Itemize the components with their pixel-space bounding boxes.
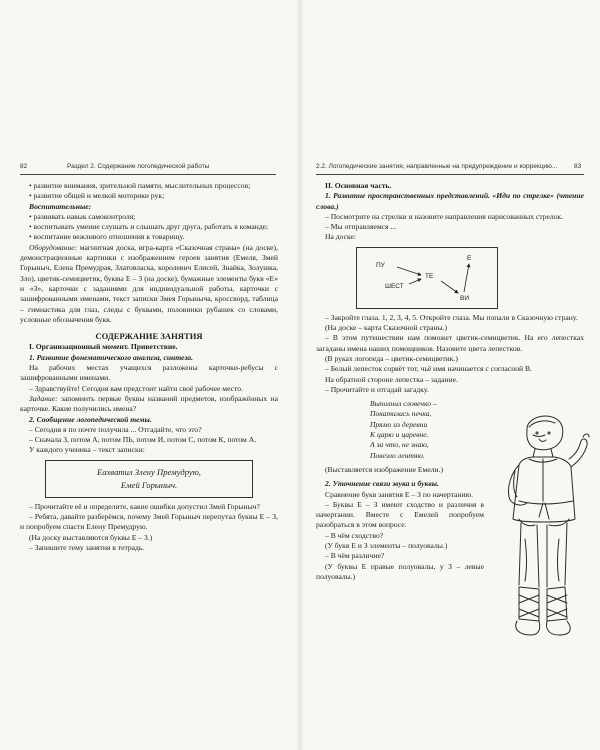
paragraph: – Здравствуйте! Сегодня вам предстоит найти своё рабочее место.: [29, 383, 243, 393]
part-heading: II. Основная часть.: [325, 181, 392, 190]
section-title: СОДЕРЖАНИЕ ЗАНЯТИЯ: [95, 331, 203, 342]
book-gutter: [296, 0, 304, 750]
paragraph-task: [20, 394, 278, 415]
note-line: Емей Горыныч.: [120, 479, 178, 490]
paragraph: (Выставляется изображение Емели.): [325, 464, 444, 474]
note-line: Еахватил Злену Премудрую,: [97, 466, 201, 477]
arrow-pu-te: [397, 267, 421, 275]
diagram-word: ВИ: [460, 294, 470, 302]
left-text-column: [20, 181, 278, 553]
subheading: 1. Развитие фонематического анализа, синтеза.: [29, 352, 193, 362]
task-label: Задание:: [29, 393, 58, 403]
paragraph: Сравнение букв занятия Е – З по начертанию.: [325, 489, 474, 499]
diagram-word: ШЕСТ: [385, 282, 404, 290]
poem-line: Повезло лентяю.: [370, 450, 425, 460]
arrow-te-vi: [441, 281, 458, 293]
list-item: • воспитывать умение слушать и слышать друг друга, работать в команде;: [29, 222, 269, 232]
task-text: запомнить первые буквы названий предметов, изображённых на карточке. Какие получились имена?: [20, 393, 278, 414]
arrow-diagram: [356, 247, 498, 309]
list-item: • развивать навык самоконтроля;: [29, 211, 136, 221]
equipment-label: Оборудование:: [29, 242, 78, 252]
paragraph: – Белый лепесток сорвёт тот, чьё имя начинается с согласной В.: [325, 364, 532, 374]
paragraph: – Мы отправляемся ...: [325, 222, 397, 232]
note-box: [45, 460, 253, 498]
subheading-vospit: Воспитательные:: [29, 201, 92, 211]
arrow-vi-e: [464, 264, 469, 292]
paragraph: – Буквы Е – З имеют сходство и различия в начертании. Вместе с Емелей попробуем разобраться в этом вопросе.: [316, 499, 484, 530]
paragraph-equipment: [20, 243, 278, 325]
diagram-word: Е: [467, 254, 472, 262]
paragraph: – Прочитайте и отгадай загадку.: [325, 384, 429, 394]
paragraph: – Ребята, давайте разберёмся, почему Змей Горыныч перепутал буквы Е – З, и попробуем спасти Елену Премудрую.: [20, 512, 278, 532]
poem-line: Выполнил словечко –: [370, 399, 437, 409]
paragraph: На доске:: [325, 232, 356, 242]
diagram-word: ПУ: [376, 261, 385, 269]
poem-line: Прямо из деревни: [370, 419, 428, 429]
subheading: 2. Сообщение логопедической темы.: [29, 414, 152, 424]
subheading: 2. Уточнение связи звука и буквы.: [325, 479, 439, 489]
paragraph: На рабочих местах учащихся разложены карточки-ребусы с зашифрованными именами.: [20, 363, 278, 383]
paragraph: – Сегодня я по почте получила ... Отгадайте, что это?: [29, 424, 202, 434]
paragraph: На обратной стороне лепестка – задание.: [325, 374, 458, 384]
left-running-header: Раздел 2. Содержание логопедической работы: [67, 163, 210, 170]
subheading: 1. Развитие пространственных представлений. «Иди по стрелке» (чтение слова.): [316, 191, 584, 211]
narrow-block: [316, 479, 484, 582]
left-header-rule: [20, 174, 276, 175]
arrow-shest-te: [409, 279, 421, 284]
poem-line: Покатилась печка,: [370, 409, 432, 419]
paragraph: – В чём различие?: [325, 551, 385, 561]
paragraph: – Прочитайте её и определите, какие ошибки допустил Змей Горыныч?: [29, 501, 260, 511]
right-page-number: 83: [574, 163, 582, 170]
paragraph: У каждого ученика – текст записки:: [29, 445, 145, 455]
paragraph: – Сначала З, потом А, потом ПЬ, потом И, потом С, потом К, потом А.: [29, 435, 257, 445]
poem-line: К царю и царевне.: [370, 430, 429, 440]
part-heading: I. Организационный момент. Приветствие.: [29, 342, 178, 352]
paragraph: (На доску выставляются буквы Е – З.): [29, 532, 153, 542]
list-item: • воспитание вежливого отношения к товарищу.: [29, 232, 185, 242]
list-item: • развитие общей и мелкой моторики рук;: [29, 191, 165, 201]
poem-line: А за что, не знаю,: [370, 440, 429, 450]
list-item: • развитие внимания, зрительной памяти, мыслительных процессов;: [29, 181, 251, 190]
paragraph: (На доске – карта Сказочной страны.): [325, 323, 448, 333]
paragraph: – Закройте глаза. 1, 2, 3, 4, 5. Откройте глаза. Мы попали в Сказочную страну.: [325, 312, 578, 322]
paragraph: – Посмотрите на стрелки и назовите направления нарисованных стрелок.: [325, 211, 564, 221]
equipment-text: магнитная доска, игра-карта «Сказочная страна» (на доске), демонстрационные картинки с изображением героев занятия (Емеля, Змей Горыныч, Елена Премудрая, Златовласка, королевич Елисей, Знайка, Золушка, Зло), цветик-семицветик, буквы Е – З (на доске), бумажные элементы букв «Е» и «З», карточки с заданиями для индивидуальной работы, карточки с зашифрованными именами, текст записки Змея Горыныча, кроссворд, таблица – гимнастика для глаз, следы с буквами, половинки рубашек со словами, условные обозначения букв.: [20, 242, 278, 324]
paragraph: – В этом путешествии нам поможет цветик-семицветик. На его лепестках загаданы имена наших помощников. Назовите цвета лепестков.: [316, 333, 584, 353]
paragraph: – Запишите тему занятия в тетрадь.: [29, 542, 145, 552]
left-page-number: 82: [20, 163, 28, 170]
paragraph: (В руках логопеда – цветик-семицветик.): [325, 353, 458, 363]
paragraph: (У букв Е и З элементы – полуовалы.): [325, 541, 448, 551]
diagram-word: ТЕ: [425, 272, 434, 280]
paragraph: – В чём сходство?: [325, 530, 384, 540]
paragraph: (У буквы Е правые полуовалы, у З – левые полуовалы.): [316, 561, 484, 581]
right-running-header: 2.2. Логопедические занятия, направленные на предупреждение и коррекцию...: [316, 163, 558, 170]
emelya-illustration-icon: [489, 409, 595, 640]
right-header-rule: [316, 174, 584, 175]
